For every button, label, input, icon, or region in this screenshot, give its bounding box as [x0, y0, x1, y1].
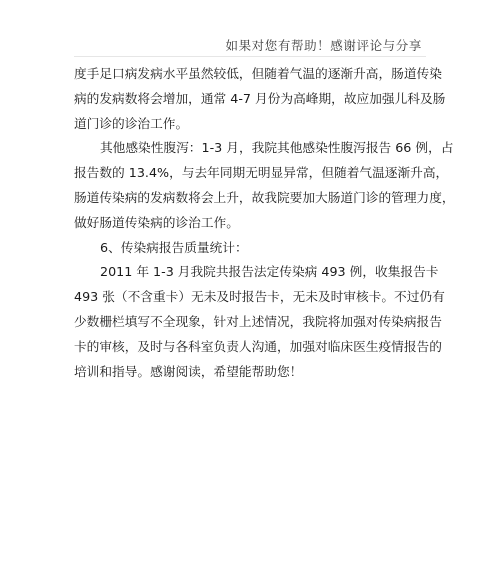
header-divider — [74, 56, 426, 57]
paragraph-line: 做好肠道传染病的诊治工作。 — [74, 214, 239, 230]
header-note: 如果对您有帮助！感谢评论与分享 — [225, 38, 422, 53]
document-body — [74, 62, 455, 384]
paragraph-line: 培训和指导。感谢阅读，希望能帮助您！ — [74, 363, 303, 379]
paragraph-line: 病的发病数将会增加，通常 4-7 月份为高峰期，故应加强儿科及肠 — [74, 90, 446, 106]
paragraph-line: 报告数的 13.4%，与去年同期无明显异常，但随着气温逐渐升高， — [74, 165, 449, 181]
paragraph-line: 493 张（不含重卡）无未及时报告卡，无未及时审核卡。不过仍有 — [74, 289, 445, 305]
paragraph-line: 卡的审核，及时与各科室负责人沟通，加强对临床医生疫情报告的 — [74, 338, 442, 354]
paragraph-line: 肠道传染病的发病数将会上升，故我院要加大肠道门诊的管理力度， — [74, 189, 455, 205]
paragraph-line: 度手足口病发病水平虽然较低，但随着气温的逐渐升高，肠道传染 — [74, 66, 442, 81]
section-heading: 6、传染病报告质量统计： — [100, 239, 248, 255]
paragraph-line: 道门诊的诊治工作。 — [74, 115, 189, 131]
paragraph-line: 其他感染性腹泻：1-3 月，我院其他感染性腹泻报告 66 例，占 — [100, 140, 454, 156]
paragraph-line: 少数栅栏填写不全现象，针对上述情况，我院将加强对传染病报告 — [74, 313, 442, 329]
paragraph-line: 2011 年 1-3 月我院共报告法定传染病 493 例，收集报告卡 — [100, 264, 439, 280]
